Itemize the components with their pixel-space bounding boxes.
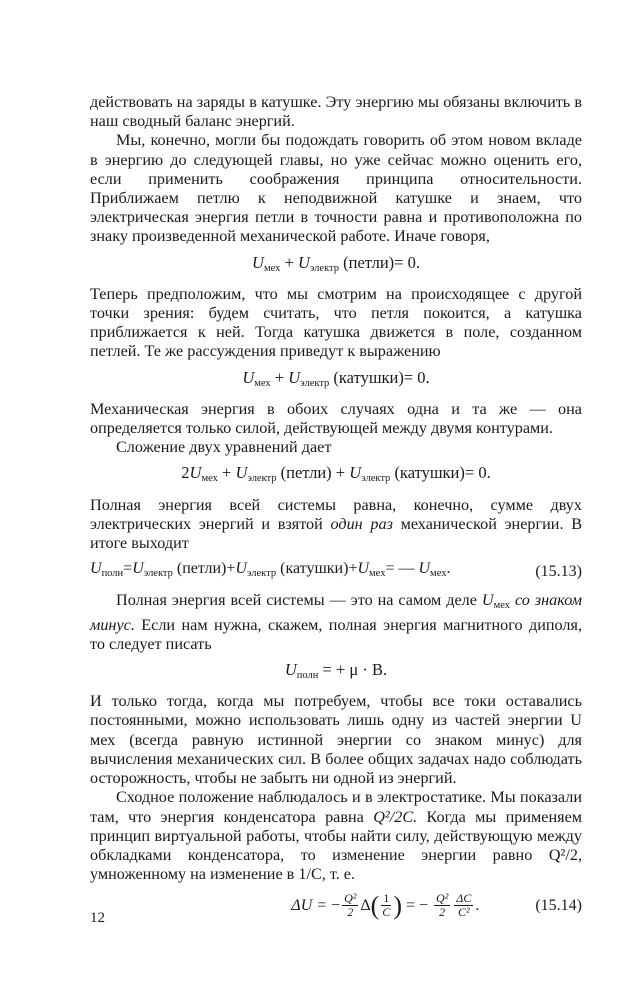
equation-loop: $U_{мех} + U_{электр}$ (петли)= 0. — [252, 252, 420, 274]
equation-coil: $U_{мех} + U_{электр}$ (катушки)= 0. — [242, 367, 430, 389]
paragraph-5: Сложение двух уравнений дает — [116, 438, 332, 457]
paragraph-3: Теперь предположим, что мы смотрим на происходящее с другой точки зрения: будем считать, что петля покоится, а катушка приближается к ней. Тогда катушка движется в поле, созданном петлей. Те же рассуждения приведут к выражению — [90, 284, 582, 361]
paragraph-8: И только тогда, когда мы потребуем, чтобы все токи оставались постоянными, можно использовать лишь одну из частей энергии U мех (всегда равную истинной энергии со знаком минус) для вычисления механических сил. В более общих задачах надо соблюдать осторожность, чтобы не забыть ни одной из энергий. — [90, 692, 582, 788]
page-number: 12 — [90, 910, 105, 926]
equation-sum: $2U_{мех} + U_{электр}$ (петли) + $U_{электр}$ (катушки)= 0. — [181, 463, 491, 485]
equation-15-13: $U_{полн}=U_{электр}$ $(петли)+U_{электр}$ $(катушки)+U_{мех}=$ — $U_{мех}$. (15.13) — [90, 560, 582, 580]
equation-15-14: ΔU = − $\frac{\text{Q²}}{2}$ Δ ( $\frac{1}{C}$ ) = − $\frac{\text{Q²}}{2}$ $\frac{\Delta C}{\text{C²}}$ . (15.14) — [291, 890, 582, 920]
paragraph-1: действовать на заряды в катушке. Эту энергию мы обязаны включить в наш сводный баланс энергий. — [90, 93, 582, 131]
paragraph-7: Полная энергия всей системы — это на самом деле $U_{мех}$ со знаком минус. Если нам нужна, скажем, полная энергия магнитного диполя, то следует писать — [90, 591, 583, 653]
text-body — [90, 93, 582, 919]
paragraph-2: Мы, конечно, могли бы подождать говорить об этом новом вкладе в энергию до следующей главы, но уже сейчас можно оценить его, если применить соображения принципа относительности. Приближаем петлю к неподвижной катушке и знаем, что электрическая энергия петли в точности равна и противоположна по знаку произведенной механической работе. Иначе говоря, — [90, 131, 582, 246]
paragraph-9: Сходное положение наблюдалось и в электростатике. Мы показали там, что энергия конденсатора равна Q²/2C. Когда мы применяем принцип виртуальной работы, чтобы найти силу, действующую между обкладками конденсатора, то изменение энергии равно Q²/2, умноженному на изменение в 1/C, т. е. — [90, 788, 583, 884]
equation-number: (15.13) — [535, 562, 582, 580]
equation-dipole: $U_{полн}$ = + μ · B. — [284, 660, 388, 682]
equation-number: (15.14) — [535, 897, 582, 915]
paragraph-6: Полная энергия всей системы равна, конечно, сумме двух электрических энергий и взятой один раз механической энергии. В итоге выходит — [90, 495, 582, 553]
paragraph-4: Механическая энергия в обоих случаях одна и та же — она определяется только силой, действующей между двумя контурами. — [90, 399, 582, 438]
